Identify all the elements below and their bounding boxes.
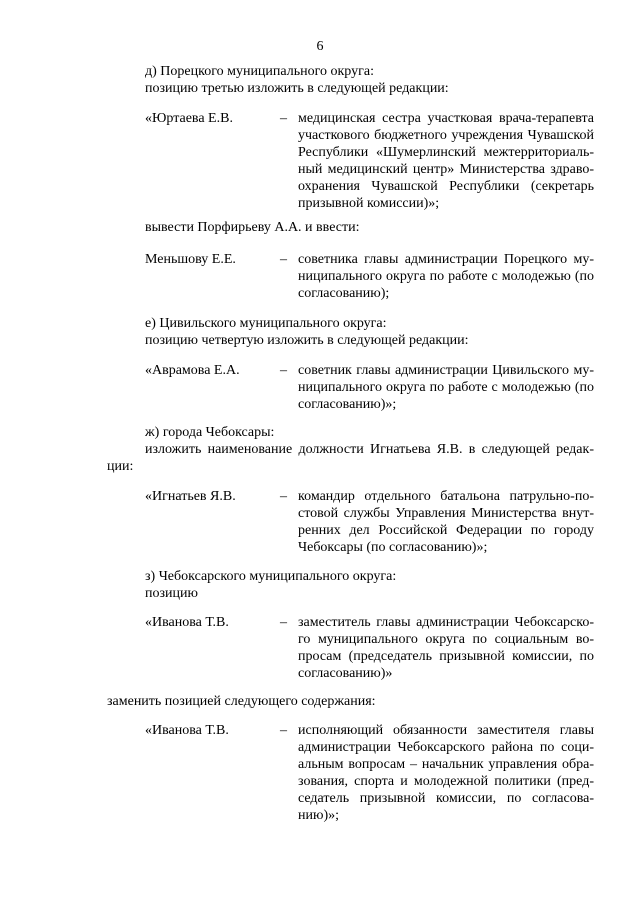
- desc-line: советник главы администрации Цивильского му-: [298, 363, 594, 378]
- entry-name: Меньшову Е.Е.: [145, 252, 236, 267]
- entry-description: [298, 362, 594, 413]
- entry-description: [298, 488, 594, 556]
- entry-name: «Аврамова Е.А.: [145, 363, 240, 378]
- section-d-instruction2: вывести Порфирьеву А.А. и ввести:: [145, 220, 360, 235]
- desc-line: администрации Чебоксарского района по соци-: [298, 740, 594, 755]
- desc-line: зования, спорта и молодежной политики (пред-: [298, 774, 594, 789]
- entry-dash: –: [280, 363, 287, 378]
- entry-dash: –: [280, 615, 287, 630]
- desc-line: го муниципального округа по социальным во-: [298, 632, 594, 647]
- desc-line: ренних дел Российской Федерации по городу: [298, 523, 594, 538]
- desc-line: охранения Чувашской Республики (секретарь: [298, 179, 594, 194]
- desc-line: Чебоксары (по согласованию)»;: [298, 540, 488, 555]
- desc-line: участкового бюджетного учреждения Чувашской: [298, 128, 594, 143]
- section-zh-heading: ж) города Чебоксары:: [145, 425, 275, 440]
- desc-line: исполняющий обязанности заместителя главы: [298, 723, 594, 738]
- desc-line: призывной комиссии)»;: [298, 196, 440, 211]
- entry-description: [298, 251, 594, 302]
- entry-description: [298, 614, 594, 682]
- desc-line: медицинская сестра участковая врача-терапевта: [298, 111, 594, 126]
- desc-line: ниципального округа по работе с молодежью (по: [298, 269, 594, 284]
- entry-name: «Юртаева Е.В.: [145, 111, 233, 126]
- section-zh-instruction-line1: изложить наименование должности Игнатьева Я.В. в следующей редак-: [145, 442, 594, 457]
- entry-dash: –: [280, 723, 287, 738]
- desc-line: нию)»;: [298, 808, 339, 823]
- section-z-replace-instruction: заменить позицией следующего содержания:: [107, 694, 376, 709]
- entry-description: [298, 110, 594, 212]
- desc-line: согласованию)»: [298, 666, 393, 681]
- section-z-instruction: позицию: [145, 586, 198, 601]
- entry-dash: –: [280, 489, 287, 504]
- section-zh-instruction-line2: ции:: [107, 459, 134, 474]
- desc-line: согласованию)»;: [298, 397, 397, 412]
- desc-line: альным вопросам – начальник управления обра-: [298, 757, 594, 772]
- desc-line: заместитель главы администрации Чебоксарско-: [298, 615, 594, 630]
- desc-line: ниципального округа по работе с молодежью (по: [298, 380, 594, 395]
- section-e-heading: е) Цивильского муниципального округа:: [145, 316, 387, 331]
- desc-line: согласованию);: [298, 286, 390, 301]
- entry-dash: –: [280, 111, 287, 126]
- desc-line: стовой службы Управления Министерства внут-: [298, 506, 594, 521]
- section-e-instruction: позицию четвертую изложить в следующей редакции:: [145, 333, 469, 348]
- section-d-instruction: позицию третью изложить в следующей редакции:: [145, 81, 449, 96]
- section-z-heading: з) Чебоксарского муниципального округа:: [145, 569, 397, 584]
- page-number: 6: [316, 39, 324, 54]
- entry-name: «Иванова Т.В.: [145, 615, 229, 630]
- section-d-heading: д) Порецкого муниципального округа:: [145, 64, 374, 79]
- entry-name: «Иванова Т.В.: [145, 723, 229, 738]
- desc-line: командир отдельного батальона патрульно-по-: [298, 489, 594, 504]
- desc-line: седатель призывной комиссии, по согласова-: [298, 791, 594, 806]
- entry-dash: –: [280, 252, 287, 267]
- desc-line: ный медицинский центр» Министерства здраво-: [298, 162, 594, 177]
- desc-line: просам (председатель призывной комиссии, по: [298, 649, 594, 664]
- entry-description: [298, 722, 594, 824]
- entry-name: «Игнатьев Я.В.: [145, 489, 236, 504]
- desc-line: советника главы администрации Порецкого му-: [298, 252, 594, 267]
- desc-line: Республики «Шумерлинский межтерриториаль-: [298, 145, 594, 160]
